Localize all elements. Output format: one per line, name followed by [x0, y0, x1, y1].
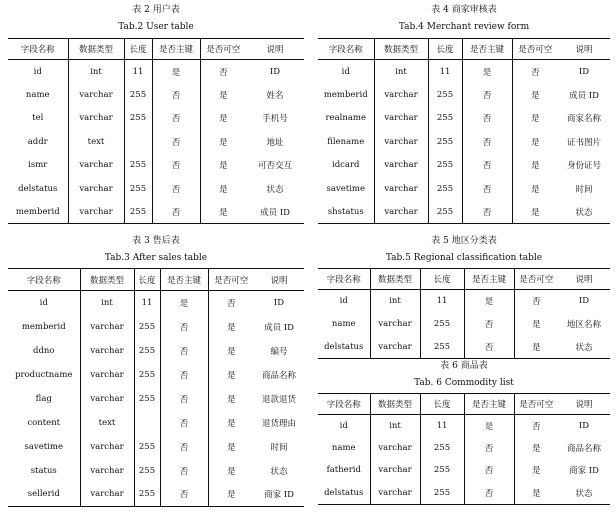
- column-header: 是否可空: [514, 269, 558, 290]
- table-row: [8, 315, 304, 339]
- column-header: 长度: [420, 269, 464, 290]
- table-cell: varchar: [374, 107, 428, 130]
- table-cell: 255: [436, 136, 454, 147]
- table-row: [318, 153, 610, 176]
- table-cell: 是: [218, 161, 228, 172]
- table-row: [318, 290, 610, 313]
- column-header: 说明: [254, 269, 304, 291]
- data-table: [8, 38, 304, 224]
- table-cell: 否: [462, 200, 512, 223]
- table-row: [318, 60, 610, 83]
- table-cell: 否: [160, 483, 208, 507]
- column-header: 说明: [558, 269, 610, 290]
- table-row: [8, 483, 304, 507]
- table-cell: 时间: [575, 184, 593, 195]
- table-cell: 成员 ID: [264, 322, 294, 333]
- table-cell: varchar: [80, 483, 134, 507]
- table-cell: 否: [152, 83, 200, 106]
- table-cell: 状态: [575, 342, 593, 353]
- table-cell: 否: [530, 67, 540, 78]
- table-cell: 否: [464, 336, 514, 359]
- table-block-regional: [318, 235, 610, 359]
- table-cell: 地区名称: [566, 320, 601, 330]
- table-cell: savetime: [24, 441, 63, 452]
- table-cell: 编号: [270, 346, 288, 357]
- table-cell: 是: [530, 207, 540, 218]
- column-header: 是否可空: [200, 39, 246, 60]
- table-cell: 状态: [270, 466, 288, 477]
- table-cell: 否: [160, 459, 208, 483]
- table-cell: 是: [226, 322, 236, 333]
- table-cell: idcard: [332, 160, 360, 171]
- column-header: 是否主键: [464, 394, 514, 415]
- table-cell: 状态: [266, 184, 284, 195]
- caption-en: Tab.5 Regional classification table: [385, 253, 543, 263]
- table-cell: 是: [160, 291, 208, 315]
- table-cell: productname: [15, 369, 73, 380]
- column-header: 数据类型: [80, 269, 134, 291]
- table-cell: 否: [464, 459, 514, 482]
- table-cell: ID: [269, 66, 281, 77]
- header-row: [318, 39, 610, 60]
- table-cell: varchar: [68, 107, 124, 130]
- table-cell: 是: [218, 184, 228, 195]
- table-cell: 255: [433, 341, 451, 352]
- table-cell: 255: [433, 442, 451, 453]
- table-cell: 状态: [575, 488, 593, 499]
- data-table: [318, 268, 610, 359]
- table-cell: 是: [531, 342, 541, 353]
- table-cell: varchar: [370, 336, 420, 359]
- table-cell: varchar: [374, 153, 428, 176]
- table-cell: varchar: [80, 387, 134, 411]
- column-header: 长度: [134, 269, 160, 291]
- table-cell: delstatus: [18, 183, 58, 194]
- header-row: [8, 269, 304, 291]
- caption-cn: 表 4 商家审核表: [431, 5, 497, 15]
- table-cell: name: [25, 89, 50, 100]
- table-cell: 是: [226, 418, 236, 429]
- data-table: [318, 38, 610, 224]
- table-cell: 否: [531, 421, 541, 432]
- table-row: [8, 363, 304, 387]
- table-cell: id: [339, 296, 348, 307]
- table-cell: 商家 ID: [569, 466, 599, 477]
- table-cell: name: [331, 442, 356, 453]
- table-cell: varchar: [68, 177, 124, 200]
- table-cell: int: [374, 60, 428, 83]
- column-header: 字段名称: [318, 394, 370, 415]
- table-cell: 255: [138, 369, 156, 380]
- table-cell: ID: [578, 296, 590, 307]
- table-cell: 255: [138, 321, 156, 332]
- table-block-user: [8, 4, 304, 224]
- column-header: 说明: [558, 39, 610, 60]
- column-header: 字段名称: [8, 269, 80, 291]
- table-cell: 商品名称: [566, 443, 601, 454]
- caption-cn: 表 5 地区分类表: [431, 236, 497, 246]
- table-cell: varchar: [68, 83, 124, 106]
- table-cell: ID: [578, 420, 590, 431]
- table-cell: tel: [32, 113, 44, 124]
- caption-en: Tab.4 Merchant review form: [398, 22, 530, 32]
- table-block-after-sales: [8, 235, 304, 507]
- table-cell: 否: [160, 435, 208, 459]
- table-cell: int: [370, 414, 420, 437]
- column-header: 长度: [428, 39, 462, 60]
- table-row: [8, 459, 304, 483]
- column-header: 长度: [420, 394, 464, 415]
- table-cell: id: [339, 420, 348, 431]
- table-cell: varchar: [80, 315, 134, 339]
- table-cell: 否: [152, 130, 200, 153]
- table-cell: fatherid: [326, 465, 361, 476]
- table-cell: varchar: [68, 200, 124, 223]
- table-cell: varchar: [374, 200, 428, 223]
- table-cell: 255: [433, 465, 451, 476]
- table-cell: 地址: [266, 137, 284, 148]
- table-cell: 255: [138, 465, 156, 476]
- table-cell: varchar: [370, 437, 420, 460]
- table-cell: varchar: [370, 459, 420, 482]
- table-row: [8, 60, 304, 83]
- table-cell: delstatus: [324, 487, 364, 498]
- table-cell: 是: [530, 161, 540, 172]
- table-cell: 可否交互: [257, 161, 292, 172]
- table-cell: 否: [462, 177, 512, 200]
- table-cell: 否: [152, 200, 200, 223]
- table-cell: varchar: [374, 130, 428, 153]
- table-cell: 11: [436, 420, 448, 431]
- table-cell: 是: [226, 346, 236, 357]
- table-cell: varchar: [80, 435, 134, 459]
- table-cell: varchar: [80, 459, 134, 483]
- table-cell: 是: [218, 114, 228, 125]
- table-block-merchant-review: [318, 4, 610, 224]
- column-header: 数据类型: [370, 394, 420, 415]
- column-header: 说明: [558, 394, 610, 415]
- table-cell: 否: [462, 153, 512, 176]
- table-cell: sellerid: [27, 489, 60, 500]
- table-cell: memberid: [323, 89, 368, 100]
- column-header: 是否主键: [152, 39, 200, 60]
- table-cell: 否: [152, 107, 200, 130]
- table-cell: 时间: [270, 442, 288, 453]
- table-cell: 否: [464, 437, 514, 460]
- table-cell: 否: [464, 313, 514, 336]
- table-row: [318, 437, 610, 460]
- table-row: [8, 411, 304, 435]
- table-cell: 否: [464, 482, 514, 505]
- table-block-commodity: [318, 360, 610, 505]
- table-cell: 255: [138, 441, 156, 452]
- column-header: 数据类型: [68, 39, 124, 60]
- column-header: 是否可空: [208, 269, 254, 291]
- caption-cn: 表 6 商品表: [440, 361, 488, 371]
- column-header: 数据类型: [374, 39, 428, 60]
- table-cell: content: [27, 417, 61, 428]
- table-cell: shstatus: [327, 206, 364, 217]
- table-cell: 商品名称: [261, 370, 296, 381]
- table-cell: 是: [226, 442, 236, 453]
- table-cell: 否: [160, 315, 208, 339]
- table-row: [8, 435, 304, 459]
- table-row: [8, 130, 304, 153]
- table-cell: 是: [226, 490, 236, 501]
- table-cell: text: [68, 130, 124, 153]
- column-header: 字段名称: [318, 39, 374, 60]
- table-cell: 11: [141, 297, 153, 308]
- table-cell: 255: [433, 487, 451, 498]
- table-cell: 证书图片: [566, 137, 601, 148]
- table-cell: int: [68, 60, 124, 83]
- table-cell: 是: [226, 370, 236, 381]
- table-cell: varchar: [80, 339, 134, 363]
- table-cell: 否: [160, 363, 208, 387]
- table-row: [318, 177, 610, 200]
- table-row: [8, 200, 304, 223]
- table-cell: 是: [218, 207, 228, 218]
- table-cell: 否: [160, 411, 208, 435]
- table-cell: 是: [218, 90, 228, 101]
- table-row: [8, 177, 304, 200]
- table-cell: 退货理由: [261, 418, 296, 429]
- header-row: [8, 39, 304, 60]
- table-cell: 11: [439, 66, 451, 77]
- table-cell: 是: [530, 90, 540, 101]
- table-cell: 255: [129, 89, 147, 100]
- table-cell: 手机号: [262, 114, 288, 125]
- table-row: [8, 153, 304, 176]
- table-cell: 否: [462, 107, 512, 130]
- table-cell: ddno: [33, 345, 55, 356]
- caption-en: Tab.3 After sales table: [104, 253, 208, 263]
- table-cell: 是: [530, 114, 540, 125]
- table-cell: realname: [325, 113, 366, 124]
- table-cell: delstatus: [324, 341, 364, 352]
- table-cell: ID: [273, 297, 285, 308]
- table-cell: 否: [226, 298, 236, 309]
- table-cell: varchar: [370, 482, 420, 505]
- table-cell: [124, 130, 152, 153]
- table-cell: 否: [160, 387, 208, 411]
- table-cell: 是: [531, 488, 541, 499]
- table-row: [8, 387, 304, 411]
- table-cell: 11: [132, 66, 144, 77]
- table-cell: 11: [436, 296, 448, 307]
- table-row: [8, 107, 304, 130]
- table-cell: 255: [129, 183, 147, 194]
- header-row: [318, 269, 610, 290]
- table-cell: memberid: [21, 321, 66, 332]
- caption-en: Tab.2 User table: [118, 22, 194, 32]
- table-cell: 状态: [575, 207, 593, 218]
- table-cell: savetime: [326, 183, 365, 194]
- table-cell: addr: [27, 136, 48, 147]
- table-cell: text: [80, 411, 134, 435]
- table-row: [318, 107, 610, 130]
- table-cell: [134, 411, 160, 435]
- table-cell: 是: [464, 414, 514, 437]
- table-cell: 255: [129, 113, 147, 124]
- table-row: [318, 83, 610, 106]
- table-row: [318, 459, 610, 482]
- table-cell: 姓名: [266, 90, 284, 101]
- data-table: [8, 268, 304, 507]
- table-cell: 是: [226, 466, 236, 477]
- table-cell: 255: [436, 113, 454, 124]
- table-cell: filename: [327, 136, 365, 147]
- caption-en: Tab. 6 Commodity list: [414, 378, 514, 388]
- caption-cn: 表 3 售后表: [132, 236, 180, 246]
- column-header: 字段名称: [8, 39, 68, 60]
- table-cell: ID: [578, 66, 590, 77]
- table-cell: 是: [530, 184, 540, 195]
- table-cell: 255: [138, 393, 156, 404]
- column-header: 是否主键: [464, 269, 514, 290]
- table-cell: varchar: [68, 153, 124, 176]
- column-header: 是否可空: [514, 394, 558, 415]
- table-cell: 否: [152, 153, 200, 176]
- table-cell: 255: [436, 183, 454, 194]
- table-row: [318, 482, 610, 505]
- table-cell: 否: [160, 339, 208, 363]
- table-cell: 是: [530, 137, 540, 148]
- table-cell: memberid: [15, 206, 60, 217]
- column-header: 是否主键: [462, 39, 512, 60]
- table-cell: 255: [129, 160, 147, 171]
- table-cell: 是: [464, 290, 514, 313]
- table-cell: 否: [218, 67, 228, 78]
- table-cell: 是: [226, 394, 236, 405]
- table-cell: 255: [138, 489, 156, 500]
- table-cell: 255: [436, 206, 454, 217]
- table-cell: int: [370, 290, 420, 313]
- table-cell: 是: [531, 320, 541, 330]
- table-cell: 成员 ID: [260, 207, 290, 218]
- table-cell: varchar: [80, 363, 134, 387]
- table-cell: 是: [152, 60, 200, 83]
- table-cell: 255: [433, 319, 451, 329]
- table-cell: 是: [531, 443, 541, 454]
- table-cell: varchar: [370, 313, 420, 336]
- table-cell: 是: [218, 137, 228, 148]
- table-row: [318, 336, 610, 359]
- table-cell: varchar: [374, 177, 428, 200]
- table-cell: 否: [531, 297, 541, 308]
- table-cell: 否: [152, 177, 200, 200]
- table-cell: varchar: [374, 83, 428, 106]
- table-row: [8, 83, 304, 106]
- table-cell: int: [80, 291, 134, 315]
- table-cell: 商家名称: [566, 114, 601, 125]
- table-cell: flag: [35, 393, 52, 404]
- data-table: [318, 393, 610, 505]
- table-cell: id: [33, 66, 42, 77]
- column-header: 是否可空: [512, 39, 558, 60]
- table-cell: id: [39, 297, 48, 308]
- table-cell: 255: [436, 160, 454, 171]
- table-cell: 255: [138, 345, 156, 356]
- table-row: [8, 291, 304, 315]
- caption-cn: 表 2 用户表: [132, 5, 180, 15]
- table-cell: name: [331, 319, 356, 329]
- table-cell: 是: [462, 60, 512, 83]
- table-row: [318, 130, 610, 153]
- column-header: 字段名称: [318, 269, 370, 290]
- table-cell: 255: [436, 89, 454, 100]
- table-cell: 255: [129, 206, 147, 217]
- table-cell: 成员 ID: [569, 90, 599, 101]
- column-header: 说明: [246, 39, 304, 60]
- column-header: 是否主键: [160, 269, 208, 291]
- table-row: [318, 200, 610, 223]
- table-cell: 否: [462, 130, 512, 153]
- header-row: [318, 394, 610, 415]
- table-row: [318, 313, 610, 336]
- table-cell: id: [341, 66, 350, 77]
- column-header: 数据类型: [370, 269, 420, 290]
- table-cell: ismr: [28, 160, 48, 171]
- table-cell: status: [30, 465, 57, 476]
- table-cell: 退款退货: [261, 394, 296, 405]
- table-row: [8, 339, 304, 363]
- column-header: 长度: [124, 39, 152, 60]
- table-cell: 商家 ID: [264, 490, 294, 501]
- table-row: [318, 414, 610, 437]
- table-cell: 否: [462, 83, 512, 106]
- table-cell: 身份证号: [566, 161, 601, 172]
- table-cell: 是: [531, 466, 541, 477]
